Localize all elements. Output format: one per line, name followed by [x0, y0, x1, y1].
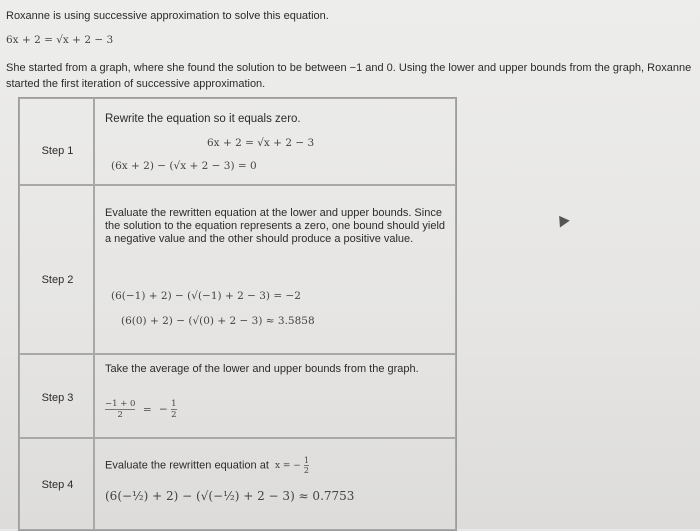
intro-text: Roxanne is using successive approximation to solve this equation. — [6, 10, 329, 22]
step-1-content — [94, 98, 456, 185]
description-line-2: started the first iteration of successive approximation. — [6, 78, 266, 90]
step-3-equals: = — [142, 403, 152, 416]
main-equation: 6x + 2 = √x + 2 − 3 — [6, 34, 114, 46]
step-3-result-numerator: 1 — [171, 399, 177, 409]
step-4-evaluation-equation: (6(−½) + 2) − (√(−½) + 2 − 3) ≈ 0.7753 — [105, 489, 355, 503]
step-2-label: Step 2 — [41, 274, 74, 286]
step-2-lower-bound-equation: (6(−1) + 2) − (√(−1) + 2 − 3) = −2 — [111, 290, 301, 302]
step-3-result-denominator: 2 — [171, 410, 177, 420]
step-2-instruction: Evaluate the rewritten equation at the lower and upper bounds. Since the solution to the equation represents a zero, one bound should yield a negative value and the other should produce a positive value. — [105, 207, 446, 245]
step-3-label: Step 3 — [41, 392, 74, 404]
step-3-content — [94, 354, 456, 438]
steps-table — [18, 97, 457, 531]
step-3-numerator: −1 + 0 — [105, 399, 136, 409]
step-4-instruction-numerator: 1 — [303, 456, 309, 465]
step-4-label: Step 4 — [41, 479, 74, 491]
step-4-instruction-text: Evaluate the rewritten equation at — [105, 459, 269, 472]
step-3-instruction: Take the average of the lower and upper bounds from the graph. — [105, 363, 419, 375]
step-1-equation: 6x + 2 = √x + 2 − 3 — [207, 137, 315, 149]
step-1-label: Step 1 — [41, 145, 74, 157]
step-1-zero-equation: (6x + 2) − (√x + 2 − 3) = 0 — [111, 160, 257, 172]
description-line-1: She started from a graph, where she found the solution to be between −1 and 0. Using the lower and upper bounds from the graph, Roxanne — [6, 62, 692, 74]
step-2-label-cell — [19, 185, 94, 354]
step-2-content — [94, 185, 456, 354]
step-4-instruction — [105, 457, 309, 474]
step-3-denominator: 2 — [117, 410, 123, 420]
step-4-label-cell — [19, 438, 94, 530]
step-4-content — [94, 438, 456, 530]
step-3-average-equation — [105, 400, 177, 419]
step-4-instruction-denominator: 2 — [303, 466, 309, 475]
step-3-minus: − — [158, 403, 168, 416]
step-2-upper-bound-equation: (6(0) + 2) − (√(0) + 2 − 3) ≈ 3.5858 — [121, 315, 315, 327]
step-3-label-cell — [19, 354, 94, 438]
step-4-instruction-math: x = − — [274, 461, 301, 472]
step-1-label-cell — [19, 98, 94, 185]
step-1-instruction: Rewrite the equation so it equals zero. — [105, 113, 301, 125]
